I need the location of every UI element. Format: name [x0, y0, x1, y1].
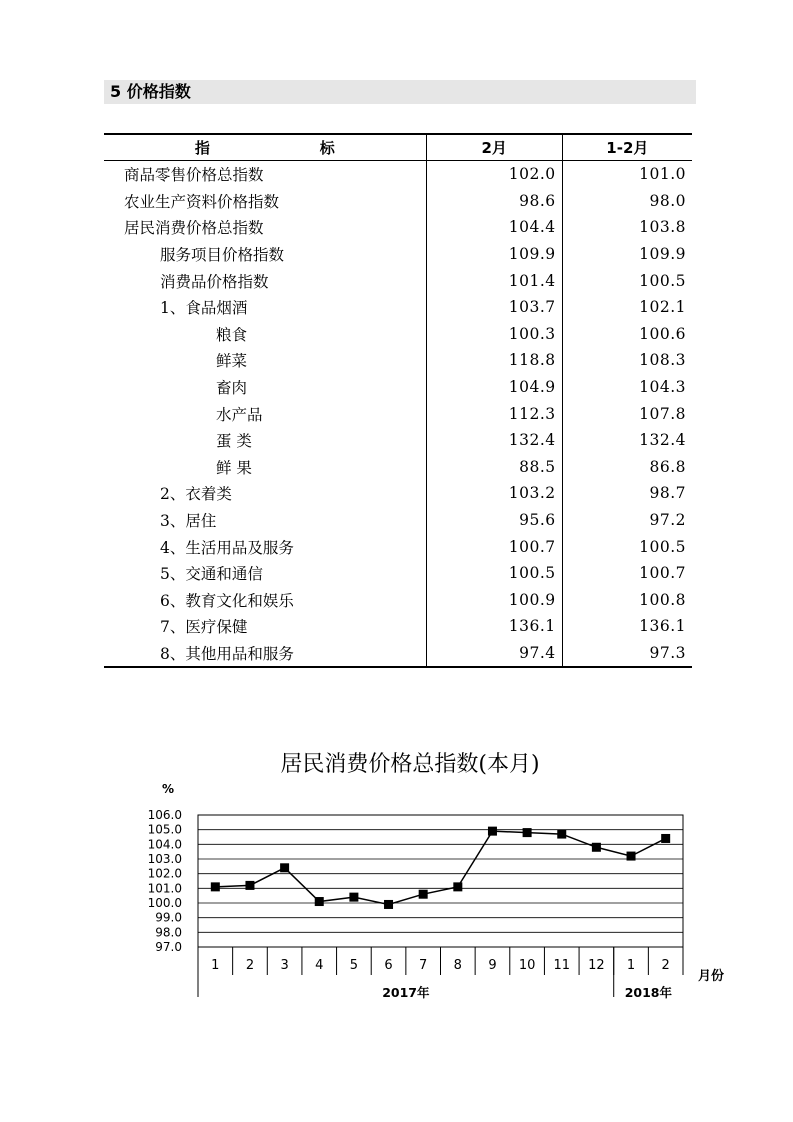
x-tick-label: 1 [211, 958, 220, 973]
row-label: 8、其他用品和服务 [104, 640, 426, 668]
x-tick-label: 9 [488, 958, 497, 973]
row-month-value: 97.4 [426, 640, 562, 668]
data-point-marker [557, 830, 566, 839]
x-tick-label: 2 [661, 958, 670, 973]
row-label: 6、教育文化和娱乐 [160, 591, 294, 610]
row-month-value: 100.5 [426, 560, 562, 587]
row-month-value: 98.6 [426, 188, 562, 215]
row-cumulative-value: 100.5 [562, 533, 692, 560]
y-tick-label: 97.0 [155, 940, 182, 954]
data-point-marker [627, 852, 636, 861]
x-tick-label: 1 [626, 958, 636, 973]
x-tick-label: 12 [588, 958, 605, 973]
year-label: 2018年 [624, 985, 673, 1000]
y-tick-label: 100.0 [147, 896, 182, 910]
row-cumulative-value: 109.9 [562, 241, 692, 268]
row-cumulative-value: 100.5 [562, 267, 692, 294]
row-month-value: 103.7 [426, 294, 562, 321]
row-month-value: 100.7 [426, 533, 562, 560]
data-point-marker [384, 900, 393, 909]
x-tick-label: 5 [349, 958, 359, 973]
row-label: 鲜 果 [216, 458, 252, 477]
row-cumulative-value: 86.8 [562, 454, 692, 481]
x-tick-label: 2 [245, 958, 255, 973]
row-month-value: 103.2 [426, 480, 562, 507]
row-cumulative-value: 98.7 [562, 480, 692, 507]
row-label: 鲜菜 [216, 352, 248, 371]
x-axis-label: 月份 [698, 969, 725, 984]
row-cumulative-value: 100.8 [562, 587, 692, 614]
row-label: 蛋 类 [216, 432, 252, 451]
y-tick-label: 98.0 [155, 925, 182, 940]
row-month-value: 136.1 [426, 613, 562, 640]
y-tick-label: 106.0 [147, 808, 182, 822]
row-cumulative-value: 97.3 [562, 640, 692, 668]
row-label: 水产品 [216, 405, 263, 424]
x-tick-label: 11 [553, 958, 571, 973]
row-cumulative-value: 98.0 [562, 188, 692, 215]
row-cumulative-value: 100.6 [562, 321, 692, 348]
y-tick-label: 99.0 [155, 910, 182, 925]
x-tick-label: 6 [384, 958, 393, 973]
row-cumulative-value: 101.0 [562, 161, 692, 188]
row-cumulative-value: 100.7 [562, 560, 692, 587]
header-month: 2月 [426, 134, 562, 161]
data-point-marker [211, 882, 220, 891]
data-point-marker [419, 890, 428, 899]
data-point-marker [592, 843, 601, 852]
row-label: 5、交通和通信 [160, 565, 263, 584]
row-month-value: 132.4 [426, 427, 562, 454]
x-tick-label: 7 [419, 958, 428, 973]
x-tick-label: 10 [518, 958, 536, 973]
data-point-marker [488, 827, 497, 836]
row-label: 农业生产资料价格指数 [124, 192, 280, 211]
y-tick-label: 104.0 [147, 837, 182, 852]
data-point-marker [661, 834, 670, 843]
header-cumulative: 1-2月 [562, 134, 692, 161]
row-label: 4、生活用品及服务 [160, 538, 294, 557]
row-month-value: 88.5 [426, 454, 562, 481]
row-month-value: 101.4 [426, 267, 562, 294]
x-tick-label: 8 [453, 958, 462, 973]
row-label: 粮食 [216, 325, 248, 344]
row-cumulative-value: 132.4 [562, 427, 692, 454]
row-month-value: 95.6 [426, 507, 562, 534]
y-tick-label: 103.0 [147, 852, 182, 866]
data-point-marker [523, 828, 532, 837]
row-month-value: 109.9 [426, 241, 562, 268]
row-month-value: 104.4 [426, 214, 562, 241]
row-label: 畜肉 [216, 379, 248, 398]
row-month-value: 102.0 [426, 161, 562, 188]
data-point-marker [349, 893, 358, 902]
row-label: 居民消费价格总指数 [124, 219, 264, 238]
plot-frame [198, 815, 683, 947]
year-label: 2017年 [382, 985, 430, 1000]
row-label: 消费品价格指数 [160, 272, 269, 291]
y-axis-label: % [162, 782, 175, 796]
row-label: 3、居住 [160, 512, 217, 531]
row-label: 商品零售价格总指数 [124, 166, 264, 185]
row-month-value: 112.3 [426, 400, 562, 427]
y-tick-label: 105.0 [147, 822, 182, 837]
row-month-value: 100.3 [426, 321, 562, 348]
row-label: 2、衣着类 [160, 485, 232, 504]
row-cumulative-value: 136.1 [562, 613, 692, 640]
header-indicator: 指 标 [104, 134, 426, 161]
data-point-marker [315, 897, 324, 906]
chart-title: 居民消费价格总指数(本月) [280, 752, 540, 777]
row-month-value: 104.9 [426, 374, 562, 401]
row-month-value: 100.9 [426, 587, 562, 614]
data-point-marker [245, 881, 254, 890]
x-tick-label: 4 [315, 958, 324, 973]
section-title: 5 价格指数 [110, 82, 191, 101]
row-label: 7、医疗保健 [160, 618, 248, 637]
row-cumulative-value: 97.2 [562, 507, 692, 534]
row-cumulative-value: 107.8 [562, 400, 692, 427]
y-tick-label: 102.0 [147, 866, 182, 881]
row-label: 服务项目价格指数 [160, 246, 285, 265]
row-cumulative-value: 108.3 [562, 347, 692, 374]
row-cumulative-value: 102.1 [562, 294, 692, 321]
row-cumulative-value: 103.8 [562, 214, 692, 241]
row-label: 1、食品烟酒 [160, 299, 248, 318]
data-point-marker [453, 882, 462, 891]
x-tick-label: 3 [280, 958, 289, 973]
row-cumulative-value: 104.3 [562, 374, 692, 401]
data-point-marker [280, 863, 289, 872]
row-month-value: 118.8 [426, 347, 562, 374]
y-tick-label: 101.0 [147, 881, 182, 896]
